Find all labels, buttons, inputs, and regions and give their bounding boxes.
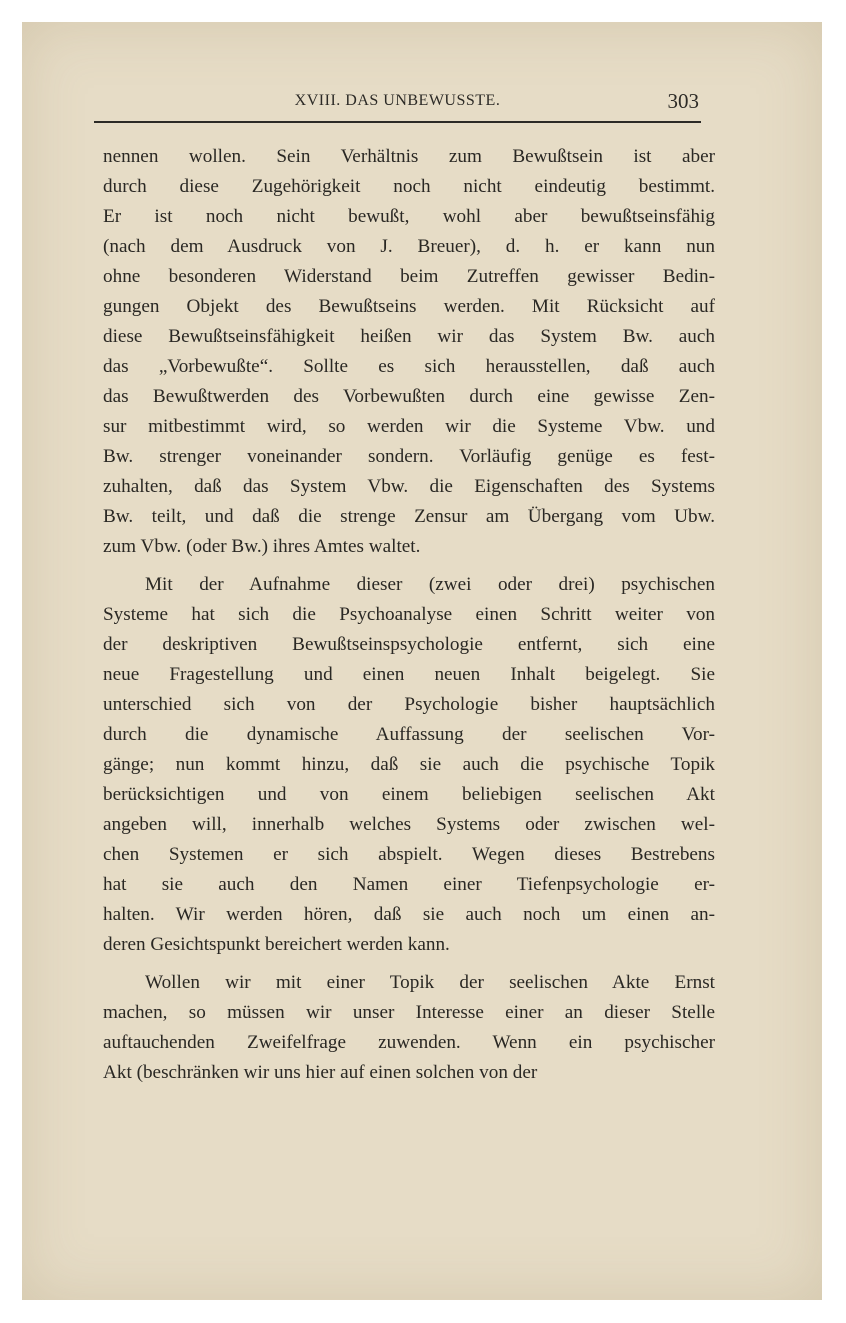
text-line: neue Fragestellung und einen neuen Inhalt beigelegt. Sie — [103, 664, 715, 685]
text-line: das „Vorbewußte“. Sollte es sich herausstellen, daß auch — [103, 356, 715, 377]
text-line: diese Bewußtseinsfähigkeit heißen wir das System Bw. auch — [103, 326, 715, 347]
text-line: Akt (beschränken wir uns hier auf einen solchen von der — [103, 1062, 538, 1083]
paragraph-gap — [103, 960, 715, 968]
text-line: machen, so müssen wir unser Interesse einer an dieser Stelle — [103, 1002, 715, 1023]
text-line: zum Vbw. (oder Bw.) ihres Amtes waltet. — [103, 536, 421, 557]
text-line: unterschied sich von der Psychologie bisher hauptsächlich — [103, 694, 715, 715]
paragraph — [103, 570, 715, 960]
page-header — [94, 89, 701, 118]
text-line: Systeme hat sich die Psychoanalyse einen Schritt weiter von — [103, 604, 715, 625]
body-text — [103, 142, 715, 1088]
text-line: Bw. strenger voneinander sondern. Vorläufig genüge es fest- — [103, 446, 715, 467]
text-line: durch die dynamische Auffassung der seelischen Vor- — [103, 724, 715, 745]
text-line: angeben will, innerhalb welches Systems oder zwischen wel- — [103, 814, 715, 835]
text-line: Bw. teilt, und daß die strenge Zensur am Übergang vom Ubw. — [103, 506, 715, 527]
text-line: der deskriptiven Bewußtseinspsychologie entfernt, sich eine — [103, 634, 715, 655]
text-line: Mit der Aufnahme dieser (zwei oder drei) psychischen — [145, 574, 715, 595]
text-line: sur mitbestimmt wird, so werden wir die Systeme Vbw. und — [103, 416, 715, 437]
paragraph-gap — [103, 562, 715, 570]
text-line: deren Gesichtspunkt bereichert werden kann. — [103, 934, 450, 955]
text-line: gungen Objekt des Bewußtseins werden. Mit Rücksicht auf — [103, 296, 715, 317]
text-line: durch diese Zugehörigkeit noch nicht eindeutig bestimmt. — [103, 176, 715, 197]
paragraph — [103, 142, 715, 562]
text-line: gänge; nun kommt hinzu, daß sie auch die psychische Topik — [103, 754, 715, 775]
text-line: ohne besonderen Widerstand beim Zutreffen gewisser Bedin- — [103, 266, 715, 287]
text-line: auftauchenden Zweifelfrage zuwenden. Wenn ein psychischer — [103, 1032, 715, 1053]
text-line: Er ist noch nicht bewußt, wohl aber bewußtseinsfähig — [103, 206, 715, 227]
header-rule — [94, 121, 701, 123]
page-number: 303 — [667, 89, 699, 113]
text-line: Wollen wir mit einer Topik der seelischen Akte Ernst — [145, 972, 715, 993]
text-line: nennen wollen. Sein Verhältnis zum Bewußtsein ist aber — [103, 146, 715, 167]
running-title: XVIII. DAS UNBEWUSSTE. — [294, 92, 501, 109]
text-line: chen Systemen er sich abspielt. Wegen dieses Bestrebens — [103, 844, 715, 865]
text-line: halten. Wir werden hören, daß sie auch noch um einen an- — [103, 904, 715, 925]
paragraph — [103, 968, 715, 1088]
text-line: zuhalten, daß das System Vbw. die Eigenschaften des Systems — [103, 476, 715, 497]
text-line: das Bewußtwerden des Vorbewußten durch eine gewisse Zen- — [103, 386, 715, 407]
text-line: berücksichtigen und von einem beliebigen seelischen Akt — [103, 784, 715, 805]
text-line: hat sie auch den Namen einer Tiefenpsychologie er- — [103, 874, 715, 895]
text-line: (nach dem Ausdruck von J. Breuer), d. h. er kann nun — [103, 236, 715, 257]
